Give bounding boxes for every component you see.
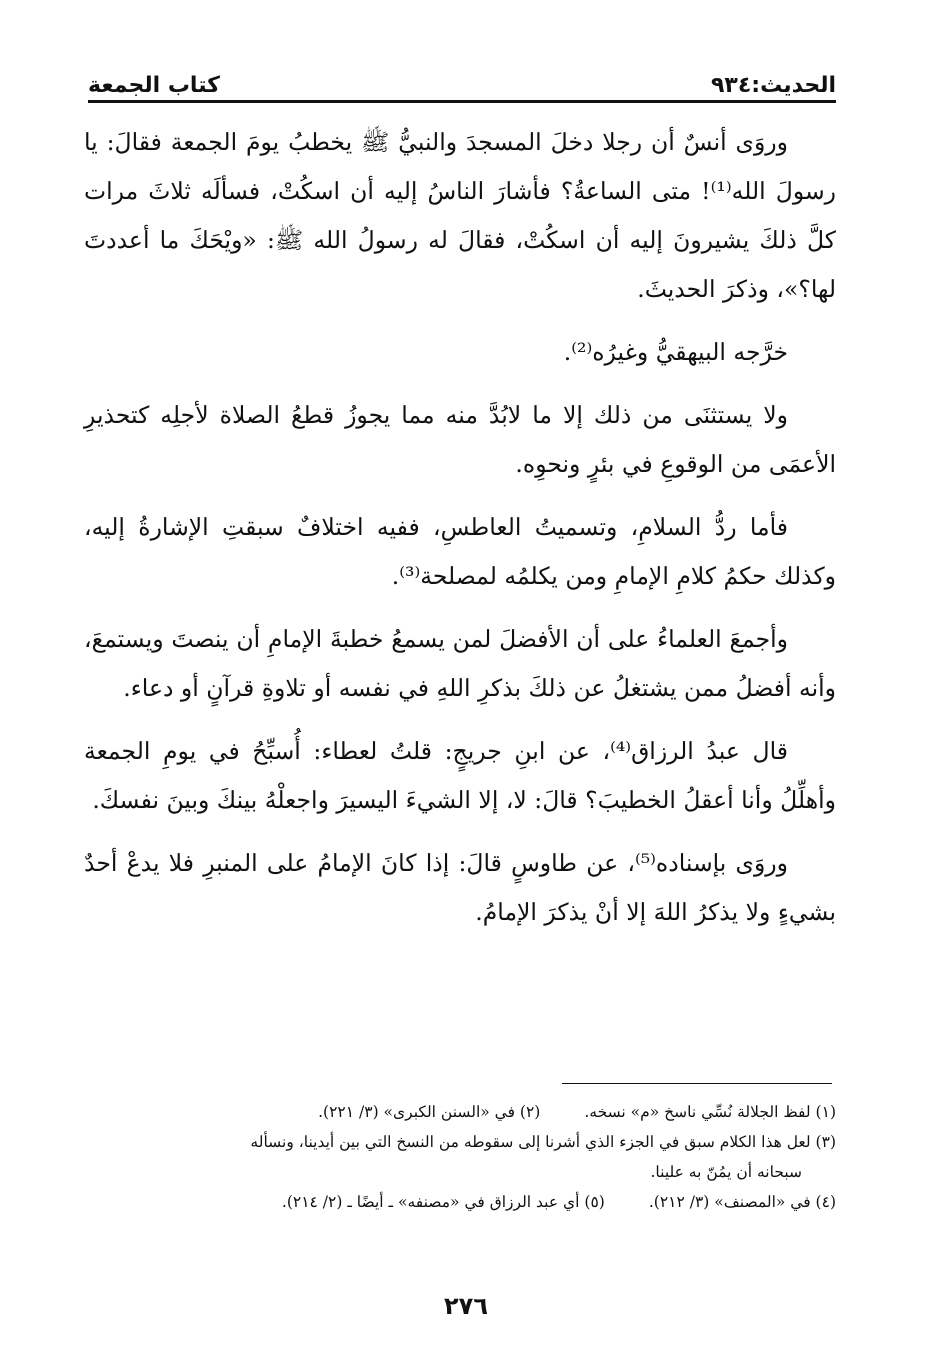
hadith-number: الحديث:٩٣٤ xyxy=(710,73,836,98)
running-header xyxy=(88,58,836,103)
paragraph: فأما ردُّ السلامِ، وتسميتُ العاطسِ، ففيه اختلافٌ سبقتِ الإشارةُ إليه، وكذلك حكمُ كلامِ الإمامِ ومن يكلمُه لمصلحة⁽³⁾. xyxy=(84,513,836,590)
book-title: كتاب الجمعة xyxy=(88,73,220,98)
footnote-3-continuation: سبحانه أن يمُنّ به علينا. xyxy=(650,1163,802,1181)
footnote-3: (٣) لعل هذا الكلام سبق في الجزء الذي أشرنا إلى سقوطه من النسخ التي بين أيدينا، ونسأله xyxy=(250,1133,836,1151)
paragraph: وأجمعَ العلماءُ على أن الأفضلَ لمن يسمعُ خطبةَ الإمامِ أن ينصتَ ويستمعَ، وأنه أفضلُ ممن يشتغلُ عن ذلكَ بذكرِ اللهِ في نفسه أو تلاوةِ قرآنٍ أو دعاء. xyxy=(84,625,836,702)
main-text xyxy=(84,118,836,951)
footnote-row xyxy=(90,1097,836,1127)
page-number: ٢٧٦ xyxy=(444,1292,488,1320)
footnotes xyxy=(90,1097,836,1217)
paragraph: وروَى أنسٌ أن رجلا دخلَ المسجدَ والنبيُّ ﷺ يخطبُ يومَ الجمعة فقالَ: يا رسولَ الله⁽¹⁾! متى الساعةُ؟ فأشارَ الناسُ إليه أن اسكُتْ، فسألَه ثلاثَ مرات كلَّ ذلكَ يشيرونَ إليه أن اسكُتْ، فقالَ له رسولُ الله ﷺ: «ويْحَكَ ما أعددتَ لها؟»، وذكرَ الحديثَ. xyxy=(84,128,836,303)
footnote-4: (٤) في «المصنف» (٣/ ٢١٢). xyxy=(648,1193,836,1211)
footnote-separator xyxy=(562,1083,832,1084)
paragraph: وروَى بإسناده⁽⁵⁾، عن طاوسٍ قالَ: إذا كانَ الإمامُ على المنبرِ فلا يدعْ أحدٌ بشيءٍ ولا يذكرُ اللهَ إلا أنْ يذكرَ الإمامُ. xyxy=(84,849,836,926)
footnote-2: (٢) في «السنن الكبرى» (٣/ ٢٢١). xyxy=(318,1103,541,1121)
paragraph: خرَّجه البيهقيُّ وغيرُه⁽²⁾. xyxy=(563,338,788,366)
footnote-5: (٥) أي عبد الرزاق في «مصنفه» ـ أيضًا ـ (٢/ ٢١٤). xyxy=(281,1193,605,1211)
paragraph: ولا يستثنَى من ذلك إلا ما لابُدَّ منه مما يجوزُ قطعُ الصلاة لأجلِه كتحذيرِ الأعمَى من الوقوعِ في بئرٍ ونحوِه. xyxy=(84,401,836,478)
paragraph: قال عبدُ الرزاق⁽⁴⁾، عن ابنِ جريجٍ: قلتُ لعطاء: أُسبِّحُ في يومِ الجمعة وأهلِّلُ وأنا أعقلُ الخطيبَ؟ قالَ: لا، إلا الشيءَ اليسيرَ واجعلْهُ بينكَ وبينَ نفسكَ. xyxy=(84,737,836,814)
footnote-1: (١) لفظ الجلالة نُسِّي ناسخ «م» نسخه. xyxy=(584,1103,836,1121)
footnote-row xyxy=(90,1187,836,1217)
